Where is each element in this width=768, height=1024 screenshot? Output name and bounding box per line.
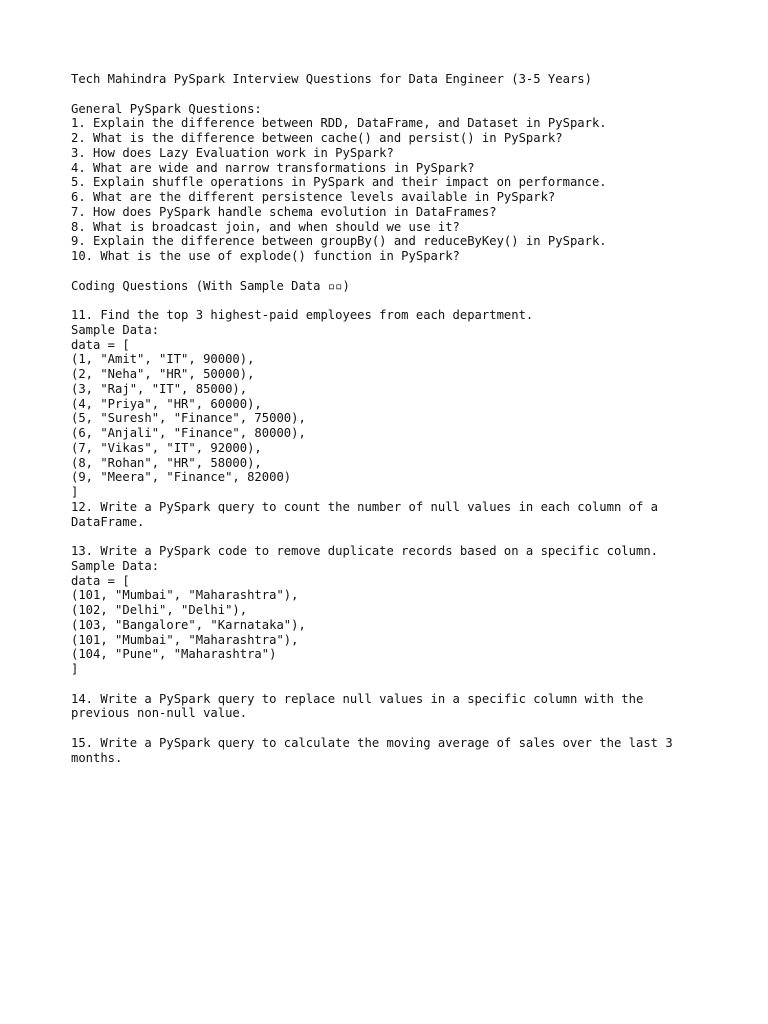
- code-line: ]: [71, 662, 79, 676]
- general-question-3: 3. How does Lazy Evaluation work in PySpark?: [71, 145, 394, 160]
- general-question-1: 1. Explain the difference between RDD, DataFrame, and Dataset in PySpark.: [71, 116, 607, 131]
- code-line: (1, "Amit", "IT", 90000),: [71, 352, 255, 367]
- code-line: data = [: [71, 337, 130, 352]
- spacer: [71, 293, 711, 308]
- code-line: (101, "Mumbai", "Maharashtra"),: [71, 632, 299, 647]
- code-line: (5, "Suresh", "Finance", 75000),: [71, 411, 306, 426]
- question-14: 14. Write a PySpark query to replace null values in a specific column with the: [71, 691, 644, 706]
- code-line: (8, "Rohan", "HR", 58000),: [71, 455, 262, 470]
- question-12: 12. Write a PySpark query to count the number of null values in each column of a: [71, 499, 658, 514]
- general-question-10: 10. What is the use of explode() function in PySpark?: [71, 249, 460, 263]
- coding-questions-heading: Coding Questions (With Sample Data ▫▫): [71, 278, 350, 293]
- general-question-8: 8. What is broadcast join, and when should we use it?: [71, 219, 460, 234]
- spacer: [71, 264, 711, 279]
- code-line: (6, "Anjali", "Finance", 80000),: [71, 426, 306, 440]
- spacer: [71, 87, 711, 102]
- question-15-continued: months.: [71, 750, 123, 765]
- general-question-4: 4. What are wide and narrow transformations in PySpark?: [71, 160, 475, 175]
- code-line: data = [: [71, 573, 130, 588]
- general-question-7: 7. How does PySpark handle schema evolution in DataFrames?: [71, 204, 497, 219]
- code-line: (103, "Bangalore", "Karnataka"),: [71, 617, 306, 632]
- question-15: 15. Write a PySpark query to calculate the moving average of sales over the last 3: [71, 735, 673, 750]
- spacer: [71, 529, 711, 544]
- sample-data-label: Sample Data:: [71, 322, 160, 337]
- spacer: [71, 721, 711, 736]
- general-question-2: 2. What is the difference between cache() and persist() in PySpark?: [71, 131, 563, 145]
- general-question-5: 5. Explain shuffle operations in PySpark and their impact on performance.: [71, 175, 607, 190]
- general-questions-heading: General PySpark Questions:: [71, 101, 262, 116]
- code-line: (3, "Raj", "IT", 85000),: [71, 381, 248, 396]
- general-question-9: 9. Explain the difference between groupBy() and reduceByKey() in PySpark.: [71, 234, 607, 249]
- code-line: (101, "Mumbai", "Maharashtra"),: [71, 588, 299, 603]
- question-14-continued: previous non-null value.: [71, 706, 248, 721]
- code-line: (9, "Meera", "Finance", 82000): [71, 470, 292, 485]
- code-line: (102, "Delhi", "Delhi"),: [71, 603, 248, 617]
- document-title: Tech Mahindra PySpark Interview Questions for Data Engineer (3-5 Years): [71, 72, 592, 86]
- sample-data-label: Sample Data:: [71, 558, 160, 573]
- code-line: (2, "Neha", "HR", 50000),: [71, 367, 255, 381]
- question-13: 13. Write a PySpark code to remove duplicate records based on a specific column.: [71, 544, 658, 558]
- question-11: 11. Find the top 3 highest-paid employees from each department.: [71, 308, 534, 322]
- code-line: (7, "Vikas", "IT", 92000),: [71, 440, 262, 455]
- document-page: [71, 72, 711, 765]
- code-line: ]: [71, 485, 79, 499]
- code-line: (4, "Priya", "HR", 60000),: [71, 396, 262, 411]
- general-question-6: 6. What are the different persistence levels available in PySpark?: [71, 190, 556, 204]
- spacer: [71, 677, 711, 692]
- question-12-continued: DataFrame.: [71, 514, 145, 529]
- code-line: (104, "Pune", "Maharashtra"): [71, 647, 277, 662]
